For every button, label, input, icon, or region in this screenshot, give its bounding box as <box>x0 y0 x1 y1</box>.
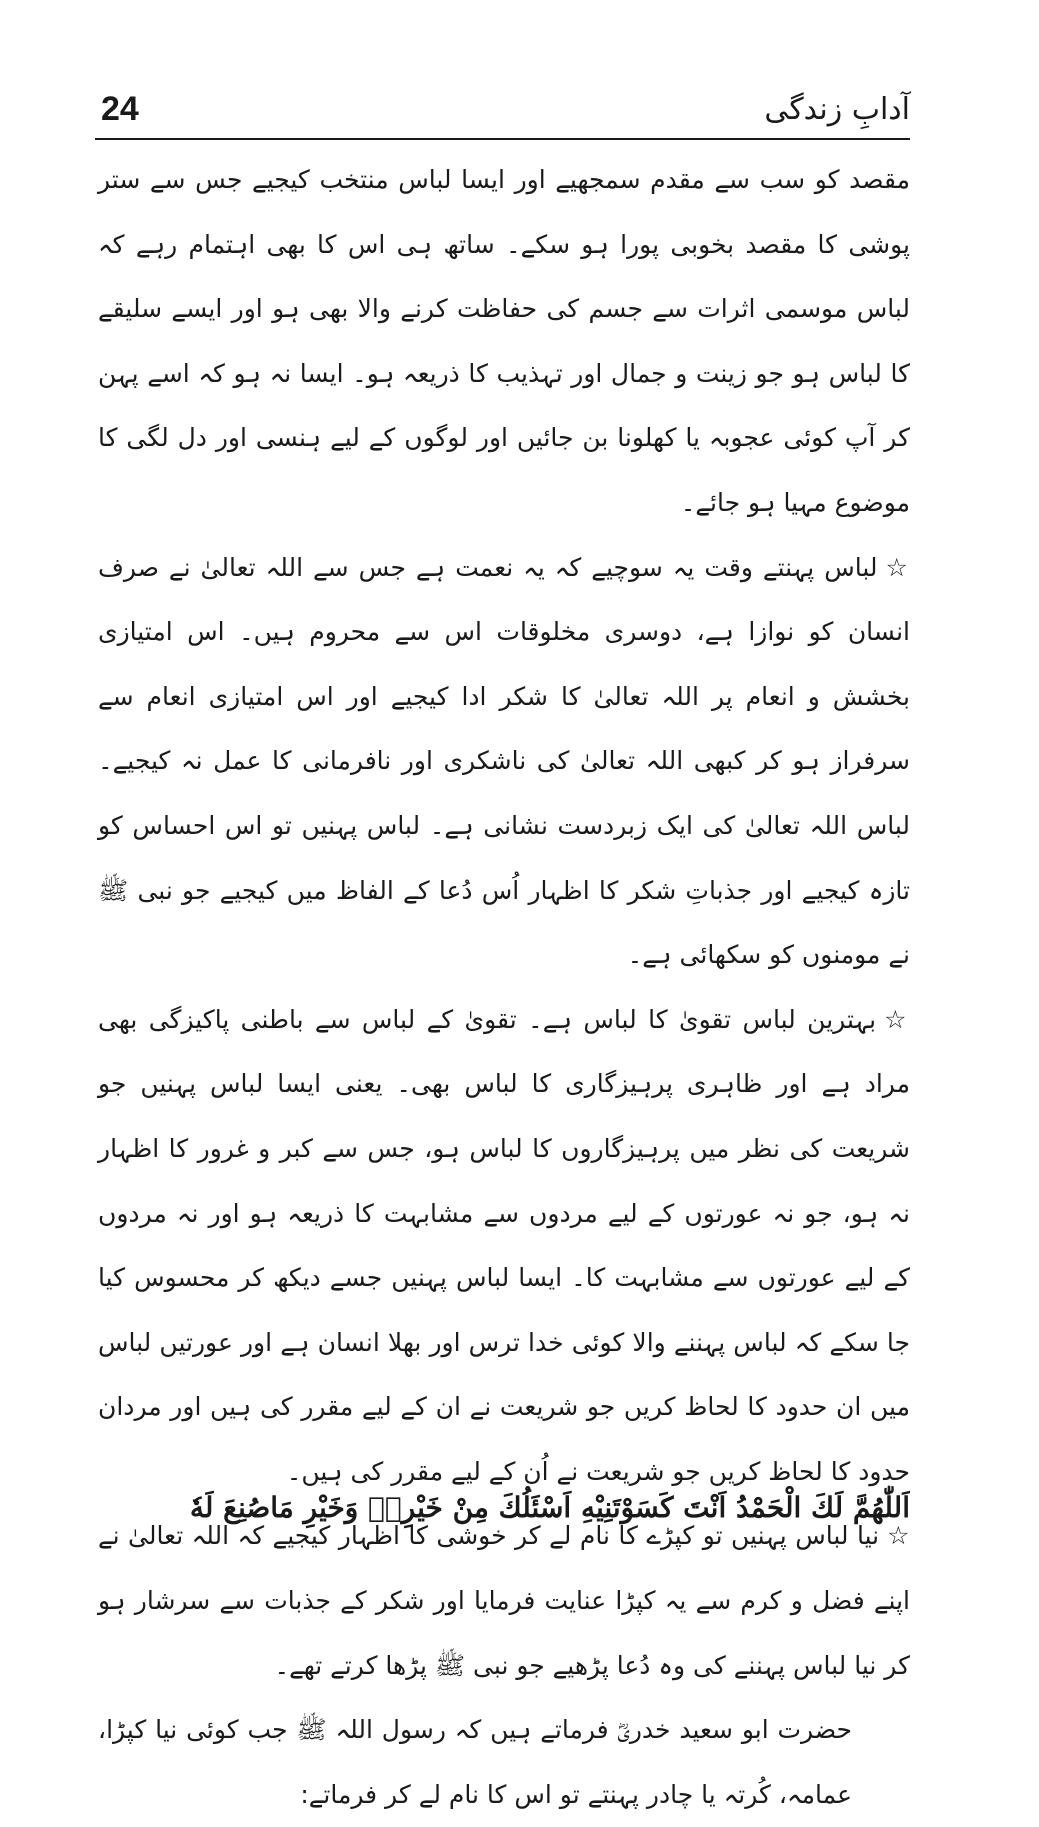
paragraph-hadith: حضرت ابو سعید خدریؓ فرماتے ہیں کہ رسول اللہ ﷺ جب کوئی نیا کپڑا، عمامہ، کُرتہ یا چادر پہنتے تو اس کا نام لے کر فرماتے: <box>98 1715 852 1809</box>
page-number: 24 <box>101 90 139 128</box>
page-header <box>95 88 910 136</box>
star-bullet-icon: ☆ <box>885 552 910 582</box>
book-title: آدابِ زندگی <box>764 92 910 127</box>
paragraph-intro: مقصد کو سب سے مقدم سمجھیے اور ایسا لباس منتخب کیجیے جس سے ستر پوشی کا مقصد بخوبی پورا ہو سکے۔ ساتھ ہی اس کا بھی اہتمام رہے کہ لباس موسمی اثرات سے جسم کی حفاظت کرنے والا بھی ہو اور ایسے سلیقے کا لباس ہو جو زینت و جمال اور تہذیب کا ذریعہ ہو۔ ایسا نہ ہو کہ اسے پہن کر آپ کوئی عجوبہ یا کھلونا بن جائیں اور لوگوں کے لیے ہنسی اور دل لگی کا موضوع مہیا ہو جائے۔ <box>98 165 910 517</box>
arabic-dua: اَللّٰهُمَّ لَكَ الْحَمْدُ اَنْتَ كَسَوْتَنِيْهِ اَسْئَلُكَ مِنْ خَيْرِهٖ وَخَيْرِ مَاصُنِعَ لَهٗ <box>189 1491 910 1524</box>
star-bullet-icon: ☆ <box>884 1004 910 1034</box>
paragraph-bullet-taqwa <box>98 988 910 1505</box>
bullet-text: لباس پہنتے وقت یہ سوچیے کہ یہ نعمت ہے جس سے اللہ تعالیٰ نے صرف انسان کو نوازا ہے، دوسری مخلوقات اس سے محروم ہیں۔ اس امتیازی بخشش و انعام پر اللہ تعالیٰ کا شکر ادا کیجیے اور اس امتیازی انعام سے سرفراز ہو کر کبھی اللہ تعالیٰ کی ناشکری اور نافرمانی کا عمل نہ کیجیے۔ لباس اللہ تعالیٰ کی ایک زبردست نشانی ہے۔ لباس پہنیں تو اس احساس کو تازہ کیجیے اور جذباتِ شکر کا اظہار اُس دُعا کے الفاظ میں کیجیے جو نبی ﷺ نے مومنوں کو سکھائی ہے۔ <box>98 552 910 970</box>
star-bullet-icon: ☆ <box>887 1521 910 1551</box>
bullet-text: نیا لباس پہنیں تو کپڑے کا نام لے کر خوشی کا اظہار کیجیے کہ اللہ تعالیٰ نے اپنے فضل و کرم سے یہ کپڑا عنایت فرمایا اور شکر کے جذبات سے سرشار ہو کر نیا لباس پہننے کی وہ دُعا پڑھیے جو نبی ﷺ پڑھا کرتے تھے۔ <box>98 1521 910 1680</box>
paragraph-bullet-gratitude <box>98 536 910 988</box>
bullet-text: بہترین لباس تقویٰ کا لباس ہے۔ تقویٰ کے لباس سے باطنی پاکیزگی بھی مراد ہے اور ظاہری پرہیزگاری کا لباس بھی۔ یعنی ایسا لباس پہنیں جو شریعت کی نظر میں پرہیزگاروں کا لباس ہو، جس سے کبر و غرور کا اظہار نہ ہو، جو نہ عورتوں کے لیے مردوں سے مشابہت کا ذریعہ ہو اور نہ مردوں کے لیے عورتوں سے مشابہت کا۔ ایسا لباس پہنیں جسے دیکھ کر محسوس کیا جا سکے کہ لباس پہننے والا کوئی خدا ترس اور بھلا انسان ہے اور عورتیں لباس میں ان حدود کا لحاظ کریں جو شریعت نے ان کے لیے مقرر کی ہیں اور مردان حدود کا لحاظ کریں جو شریعت نے اُن کے لیے مقرر کی ہیں۔ <box>98 1004 910 1486</box>
header-divider <box>95 138 910 140</box>
